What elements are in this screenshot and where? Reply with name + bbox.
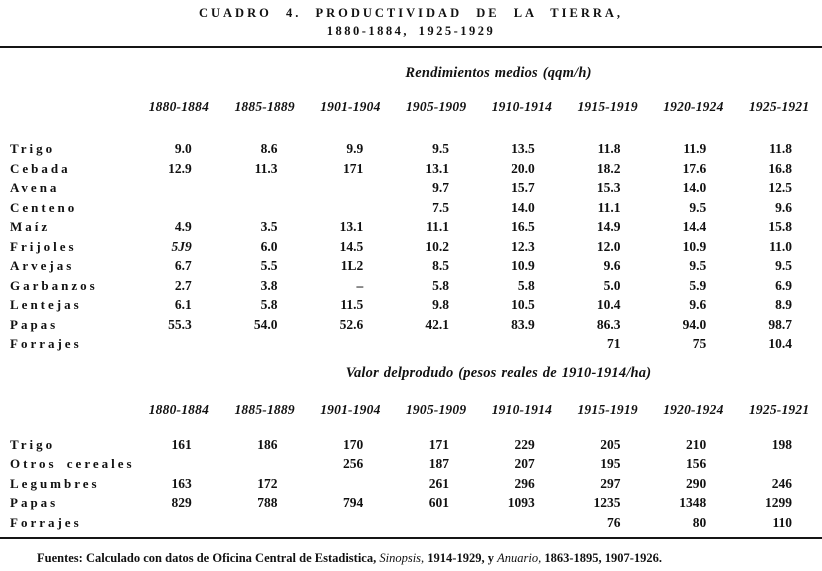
- value-cell: 94.0: [682, 316, 707, 332]
- value-cell: [136, 513, 222, 533]
- value-cell: 5.8: [260, 297, 278, 312]
- value-cell: 16.8: [768, 160, 792, 176]
- value-cell: 161: [171, 436, 192, 452]
- period-column-header: 1885-1889: [234, 99, 295, 114]
- row-label: Otros cereales: [10, 456, 135, 471]
- value-table: [0, 401, 822, 533]
- value-cell: 5.5: [260, 258, 278, 273]
- value-cell: 11.0: [769, 238, 792, 254]
- row-label: Centeno: [10, 199, 78, 215]
- value-cell: 42.1: [425, 316, 449, 332]
- value-cell: 18.2: [596, 160, 621, 176]
- value-cell: 794: [343, 495, 364, 510]
- value-cell: 5J9: [171, 238, 192, 254]
- value-cell: 186: [257, 436, 278, 452]
- value-cell: 13.1: [425, 160, 449, 176]
- value-cell: 163: [171, 475, 192, 491]
- value-cell: 9.0: [174, 141, 192, 156]
- value-table-body: [0, 435, 822, 533]
- value-cell: 3.5: [260, 219, 278, 234]
- value-cell: 3.8: [260, 277, 278, 293]
- period-column-header: 1925-1921: [748, 99, 810, 114]
- period-column-header: 1901-1904: [320, 401, 381, 417]
- value-cell: 14.5: [339, 238, 364, 254]
- value-cell: 12.0: [596, 238, 621, 254]
- table-row: [0, 474, 822, 494]
- value-cell: 1L2: [340, 258, 364, 273]
- value-cell: 1299: [765, 495, 792, 510]
- sources-text: Fuentes: Calculado con datos de Oficina Central de Estadistica,: [37, 551, 380, 565]
- value-cell: 246: [771, 475, 792, 491]
- value-cell: 156: [686, 456, 707, 471]
- value-cell: [308, 513, 394, 533]
- value-cell: [222, 178, 308, 198]
- value-cell: 7.5: [432, 199, 449, 215]
- value-cell: 9.7: [432, 180, 449, 195]
- value-cell: 71: [607, 336, 621, 351]
- row-label: Forrajes: [10, 336, 82, 351]
- period-column-header: 1880-1884: [148, 99, 210, 114]
- row-label: Arvejas: [10, 258, 75, 273]
- table-title-line2: 1880-1884, 1925-1929: [326, 24, 496, 38]
- value-cell: 9.6: [603, 258, 621, 273]
- row-label: Papas: [10, 316, 59, 332]
- period-column-header: 1910-1914: [491, 401, 553, 417]
- value-cell: 172: [257, 475, 278, 491]
- period-column-header: 1905-1909: [405, 99, 467, 114]
- value-cell: 14.9: [596, 219, 621, 234]
- table-row: [0, 139, 822, 159]
- value-cell: 229: [514, 436, 535, 452]
- value-cell: –: [356, 277, 364, 293]
- value-cell: 9.8: [432, 297, 449, 312]
- value-cell: [479, 513, 565, 533]
- value-cell: 9.6: [775, 199, 792, 215]
- value-cell: 12.9: [168, 160, 192, 176]
- period-column-header: 1915-1919: [577, 99, 638, 114]
- value-cell: 297: [600, 475, 621, 491]
- row-label: Lentejas: [10, 297, 82, 312]
- value-cell: 9.5: [689, 199, 707, 215]
- period-column-header: 1925-1921: [748, 401, 810, 417]
- value-cell: 11.1: [597, 199, 621, 215]
- value-cell: 11.8: [769, 141, 792, 156]
- value-cell: [479, 334, 565, 354]
- value-cell: 829: [171, 495, 192, 510]
- value-cell: 10.9: [682, 238, 707, 254]
- value-cell: 5.8: [517, 277, 535, 293]
- value-cell: 15.7: [511, 180, 535, 195]
- table-row: [0, 334, 822, 354]
- value-cell: [222, 334, 308, 354]
- value-cell: 205: [600, 436, 621, 452]
- value-cell: [136, 178, 222, 198]
- value-cell: 1235: [593, 495, 621, 510]
- value-cell: [222, 454, 308, 474]
- table-row: [0, 198, 822, 218]
- value-cell: 14.0: [682, 180, 707, 195]
- table-title-line1: CUADRO 4. PRODUCTIVIDAD DE LA TIERRA,: [198, 6, 624, 20]
- top-rule: [0, 46, 822, 48]
- row-label-column-header: [0, 401, 136, 435]
- value-cell: 207: [514, 456, 535, 471]
- value-cell: 296: [514, 475, 535, 491]
- value-cell: 83.9: [511, 316, 535, 332]
- value-cell: 12.5: [768, 180, 792, 195]
- value-cell: 171: [343, 160, 364, 176]
- table-title: [0, 0, 822, 39]
- value-cell: 6.7: [174, 258, 192, 273]
- table-row: [0, 217, 822, 237]
- value-cell: 54.0: [253, 316, 278, 332]
- value-cell: 256: [343, 456, 364, 471]
- value-cell: 14.0: [511, 199, 535, 215]
- bottom-rule: [0, 537, 822, 539]
- sources-text: 1863-1895, 1907-1926.: [541, 551, 663, 565]
- value-cell: 9.5: [689, 258, 707, 273]
- value-cell: 10.4: [768, 336, 792, 351]
- value-cell: 55.3: [168, 316, 192, 332]
- yields-table-body: [0, 139, 822, 354]
- yields-table: [0, 98, 822, 354]
- value-cell: 12.3: [511, 238, 535, 254]
- value-cell: 170: [343, 436, 364, 452]
- value-cell: 6.9: [775, 277, 792, 293]
- table-row: [0, 435, 822, 455]
- table-row: [0, 493, 822, 513]
- row-label: Cebada: [10, 160, 71, 176]
- value-cell: 601: [428, 495, 449, 510]
- value-cell: 20.0: [511, 160, 535, 176]
- value-cell: 110: [772, 514, 792, 530]
- value-cell: [308, 334, 394, 354]
- value-cell: 5.0: [603, 277, 621, 293]
- value-cell: 8.5: [432, 258, 449, 273]
- value-cell: 261: [428, 475, 449, 491]
- table-row: [0, 513, 822, 533]
- table-row: [0, 178, 822, 198]
- value-cell: [222, 513, 308, 533]
- period-column-header: 1920-1924: [663, 99, 724, 114]
- value-cell: [308, 178, 394, 198]
- table-row: [0, 315, 822, 335]
- period-column-header: 1915-1919: [577, 401, 638, 417]
- period-column-header: 1905-1909: [405, 401, 467, 417]
- value-cell: 98.7: [768, 316, 792, 332]
- value-cell: 11.3: [254, 160, 278, 176]
- row-label: Garbanzos: [10, 277, 98, 293]
- value-cell: 6.0: [260, 238, 278, 254]
- period-column-header: 1910-1914: [491, 99, 553, 114]
- value-cell: 788: [257, 495, 278, 510]
- value-cell: 9.5: [432, 141, 449, 156]
- column-header-row: [0, 401, 822, 435]
- value-cell: 16.5: [511, 219, 535, 234]
- source-title: Sinopsis,: [379, 551, 425, 565]
- row-label: Trigo: [10, 141, 56, 156]
- value-cell: [222, 198, 308, 218]
- period-column-header: 1920-1924: [663, 401, 724, 417]
- value-cell: 80: [692, 514, 707, 530]
- value-cell: 11.1: [426, 219, 449, 234]
- value-cell: 195: [600, 456, 621, 471]
- value-cell: 6.1: [174, 297, 192, 312]
- value-cell: [393, 334, 479, 354]
- row-label: Frijoles: [10, 238, 77, 254]
- value-cell: [308, 474, 394, 494]
- value-cell: 9.9: [346, 141, 364, 156]
- value-cell: 10.5: [511, 297, 535, 312]
- sources-note: [0, 550, 822, 566]
- value-cell: 17.6: [682, 160, 707, 176]
- value-cell: [393, 513, 479, 533]
- table-row: [0, 295, 822, 315]
- row-label: Maíz: [10, 219, 51, 234]
- value-cell: 9.6: [689, 297, 707, 312]
- value-cell: 1093: [507, 495, 535, 510]
- value-cell: 8.9: [775, 297, 792, 312]
- period-column-header: 1885-1889: [234, 401, 295, 417]
- value-cell: 1348: [679, 495, 707, 510]
- value-cell: 8.6: [260, 141, 278, 156]
- value-cell: [136, 198, 222, 218]
- value-cell: [308, 198, 394, 218]
- value-cell: 10.9: [511, 258, 535, 273]
- row-label: Papas: [10, 495, 59, 510]
- row-label: Forrajes: [10, 514, 82, 530]
- value-cell: [736, 454, 822, 474]
- value-cell: 171: [428, 436, 449, 452]
- value-cell: 5.8: [432, 277, 449, 293]
- sources-text: 1914-1929, y: [424, 551, 498, 565]
- table-row: [0, 276, 822, 296]
- value-cell: [136, 454, 222, 474]
- value-cell: 86.3: [596, 316, 621, 332]
- row-label: Legumbres: [10, 475, 100, 491]
- value-cell: 9.5: [775, 258, 792, 273]
- value-cell: 2.7: [174, 277, 192, 293]
- table-row: [0, 454, 822, 474]
- value-cell: 15.8: [768, 219, 792, 234]
- column-header-row: [0, 98, 822, 139]
- value-cell: 52.6: [339, 316, 364, 332]
- row-label: Trigo: [10, 436, 56, 452]
- row-label-column-header: [0, 98, 136, 139]
- value-cell: 11.9: [683, 141, 707, 156]
- value-cell: 11.8: [597, 141, 621, 156]
- value-cell: 13.5: [511, 141, 535, 156]
- value-cell: 15.3: [596, 180, 621, 195]
- value-cell: 13.1: [339, 219, 364, 234]
- value-cell: 14.4: [682, 219, 707, 234]
- section-subtitle-yields: Rendimientos medios (qqm/h): [405, 65, 592, 81]
- value-cell: 290: [686, 475, 707, 491]
- value-cell: 76: [607, 514, 621, 530]
- section-subtitle-value: Valor delprodudo (pesos reales de 1910-1914/ha): [345, 364, 652, 381]
- row-label: Avena: [10, 180, 60, 195]
- period-column-header: 1901-1904: [320, 99, 381, 114]
- value-cell: 210: [686, 436, 707, 452]
- value-cell: 187: [428, 456, 449, 471]
- value-cell: 5.9: [689, 277, 707, 293]
- value-cell: [136, 334, 222, 354]
- value-cell: 10.4: [596, 297, 621, 312]
- value-cell: 4.9: [174, 219, 192, 234]
- value-cell: 10.2: [425, 238, 449, 254]
- value-cell: 11.5: [340, 297, 364, 312]
- period-column-header: 1880-1884: [148, 401, 210, 417]
- table-row: [0, 159, 822, 179]
- table-row: [0, 237, 822, 257]
- value-cell: 75: [692, 336, 707, 351]
- value-cell: 198: [771, 436, 792, 452]
- table-row: [0, 256, 822, 276]
- source-title: Anuario,: [497, 551, 542, 565]
